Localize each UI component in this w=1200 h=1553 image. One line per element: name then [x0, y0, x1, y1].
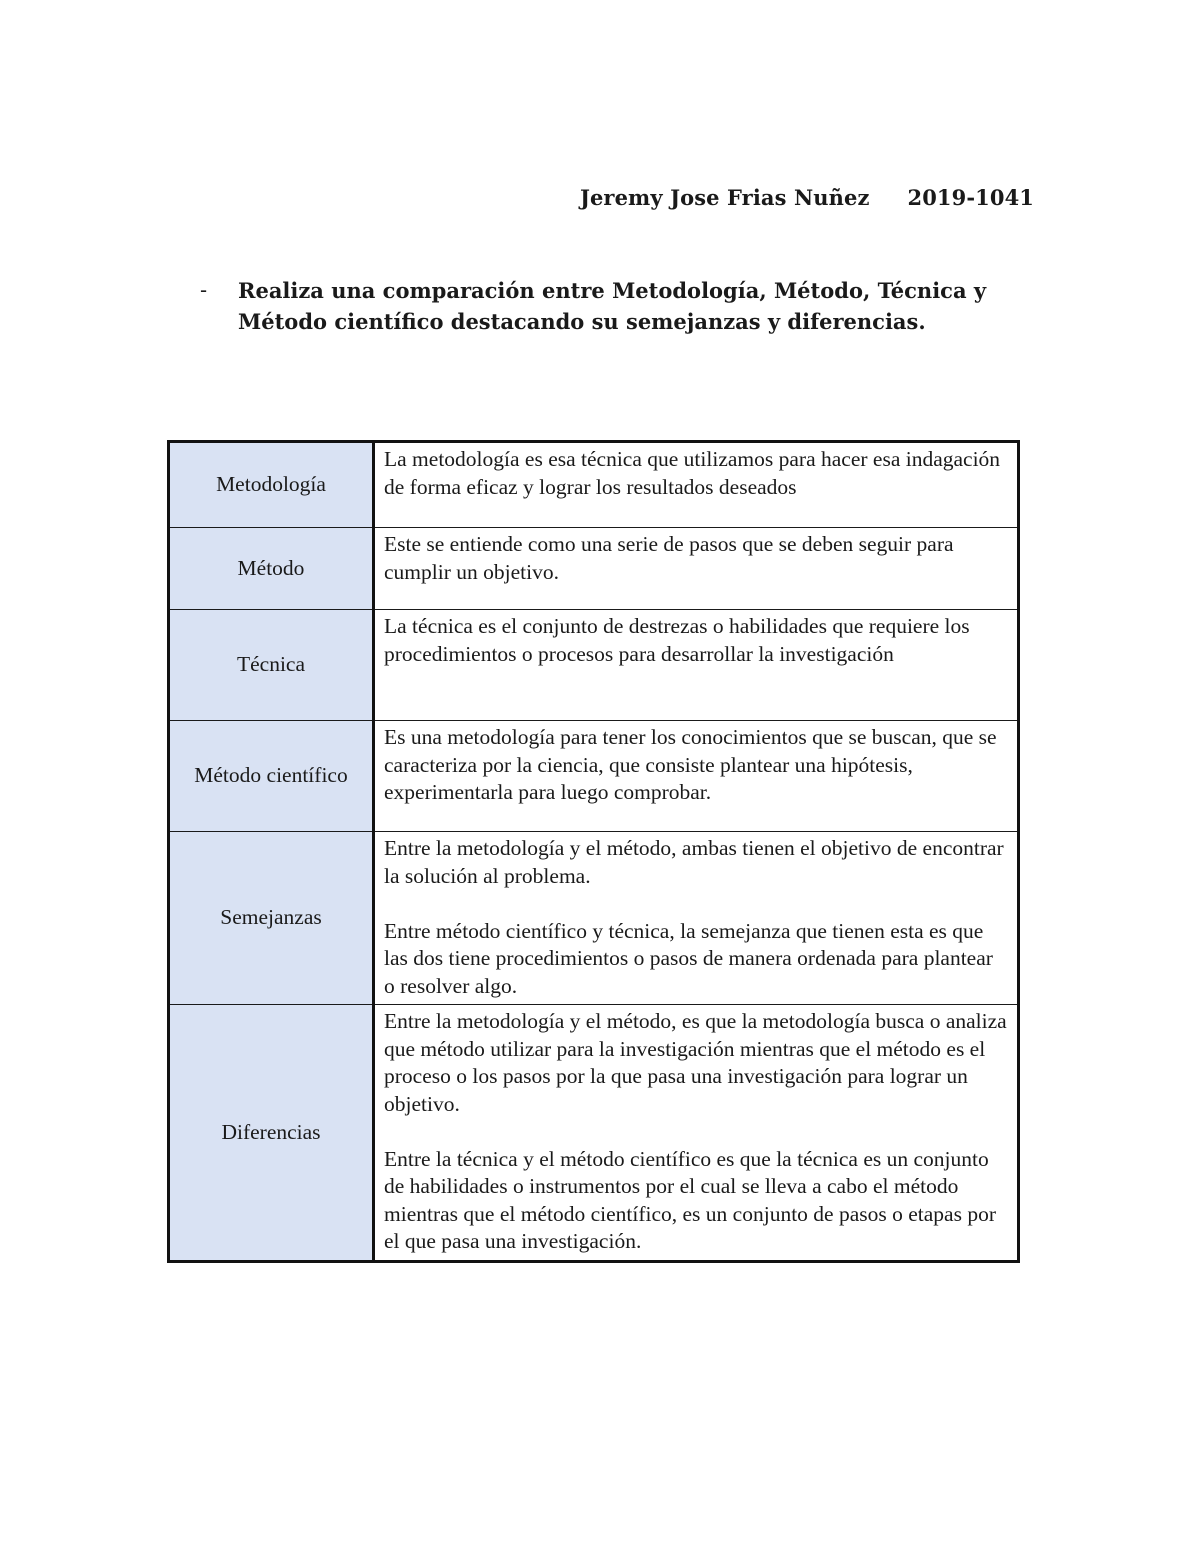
table-row — [169, 721, 1019, 832]
definition-paragraph: Entre la metodología y el método, es que la metodología busca o analiza que método utilizar para la investigación mientras que el método es el proceso o los pasos por la que pasa una investigación para lograr un objetivo. — [384, 1009, 1007, 1116]
table-row — [169, 442, 1019, 528]
term-cell: Técnica — [169, 610, 374, 721]
definition-paragraph: Entre método científico y técnica, la semejanza que tienen esta es que las dos tiene procedimientos o pasos de manera ordenada para plantear o resolver algo. — [384, 918, 993, 998]
page-header — [0, 185, 1034, 210]
definition-cell — [374, 610, 1019, 721]
term-cell: Método — [169, 528, 374, 610]
instruction-text: Realiza una comparación entre Metodología, Método, Técnica y Método científico destacando su semejanzas y diferencias. — [238, 278, 987, 334]
table-row — [169, 528, 1019, 610]
instruction — [200, 275, 1020, 337]
table-row — [169, 1005, 1019, 1262]
definition-cell — [374, 442, 1019, 528]
definition-paragraph: Entre la metodología y el método, ambas tienen el objetivo de encontrar la solución al problema. — [384, 836, 1004, 888]
term-cell: Método científico — [169, 721, 374, 832]
definition-cell — [374, 832, 1019, 1005]
bullet-dash: - — [200, 278, 208, 302]
term-cell: Diferencias — [169, 1005, 374, 1262]
definition-cell — [374, 528, 1019, 610]
definition-paragraph: Este se entiende como una serie de pasos que se deben seguir para cumplir un objetivo. — [384, 532, 954, 584]
term-cell: Semejanzas — [169, 832, 374, 1005]
student-id: 2019-1041 — [907, 185, 1034, 210]
definition-paragraph: La técnica es el conjunto de destrezas o habilidades que requiere los procedimientos o procesos para desarrollar la investigación — [384, 614, 970, 666]
definition-paragraph: Es una metodología para tener los conocimientos que se buscan, que se caracteriza por la ciencia, que consiste plantear una hipótesis, experimentarla para luego comprobar. — [384, 725, 997, 804]
definition-cell — [374, 1005, 1019, 1262]
definition-paragraph: Entre la técnica y el método científico es que la técnica es un conjunto de habilidades o instrumentos por el cual se lleva a cabo el método mientras que el método científico, es un conjunto de pasos o etapas por el que pasa una investigación. — [384, 1146, 996, 1253]
author-name: Jeremy Jose Frias Nuñez — [579, 185, 870, 210]
definition-paragraph: La metodología es esa técnica que utilizamos para hacer esa indagación de forma eficaz y lograr los resultados deseados — [384, 447, 1001, 499]
table-row — [169, 832, 1019, 1005]
comparison-table — [167, 440, 1020, 1263]
table-row — [169, 610, 1019, 721]
term-cell: Metodología — [169, 442, 374, 528]
definition-cell — [374, 721, 1019, 832]
